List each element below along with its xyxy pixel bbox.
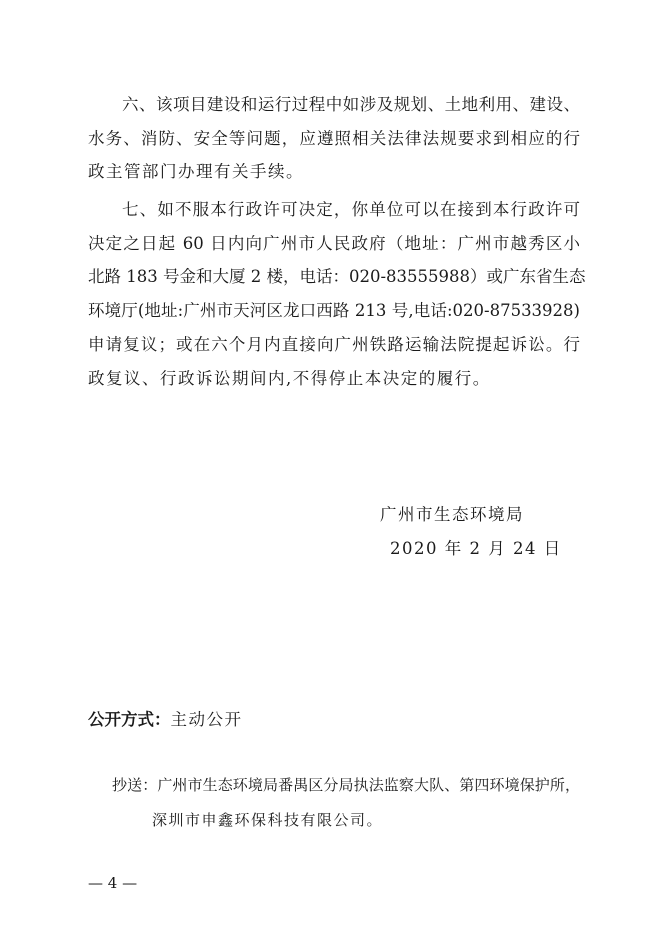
text-line: 政复议、行政诉讼期间内,不得停止本决定的履行。 xyxy=(88,369,491,388)
text-line: 六、该项目建设和运行过程中如涉及规划、土地利用、建设、 xyxy=(122,95,580,114)
text-line: 北路 183 号金和大厦 2 楼，电话：020-83555988）或广东省生态 xyxy=(88,267,586,286)
text-line: 申请复议；或在六个月内直接向广州铁路运输法院提起诉讼。行 xyxy=(88,335,580,354)
cc-label: 抄送： xyxy=(112,776,158,794)
text-line: 政主管部门办理有关手续。 xyxy=(88,162,304,181)
page-number: — 4 — xyxy=(88,874,138,892)
text-line: 水务、消防、安全等问题，应遵照相关法律法规要求到相应的行 xyxy=(88,129,580,148)
disclosure-label: 公开方式： xyxy=(88,710,171,729)
cc-recipients-1: 广州市生态环境局番禺区分局执法监察大队、第四环境保护所， xyxy=(157,776,580,794)
text-line: 环境厅(地址:广州市天河区龙口西路 213 号,电话:020-87533928) xyxy=(88,301,580,320)
issue-date: 2020 年 2 月 24 日 xyxy=(390,539,562,558)
text-line: 决定之日起 60 日内向广州市人民政府（地址：广州市越秀区小 xyxy=(88,234,580,253)
text-line: 七、如不服本行政许可决定，你单位可以在接到本行政许可 xyxy=(122,200,580,219)
disclosure xyxy=(88,709,243,731)
issuer-name: 广州市生态环境局 xyxy=(380,505,524,524)
disclosure-value: 主动公开 xyxy=(170,710,243,729)
cc-recipients-2: 深圳市申鑫环保科技有限公司。 xyxy=(152,811,384,829)
cc-line-1 xyxy=(112,774,580,796)
